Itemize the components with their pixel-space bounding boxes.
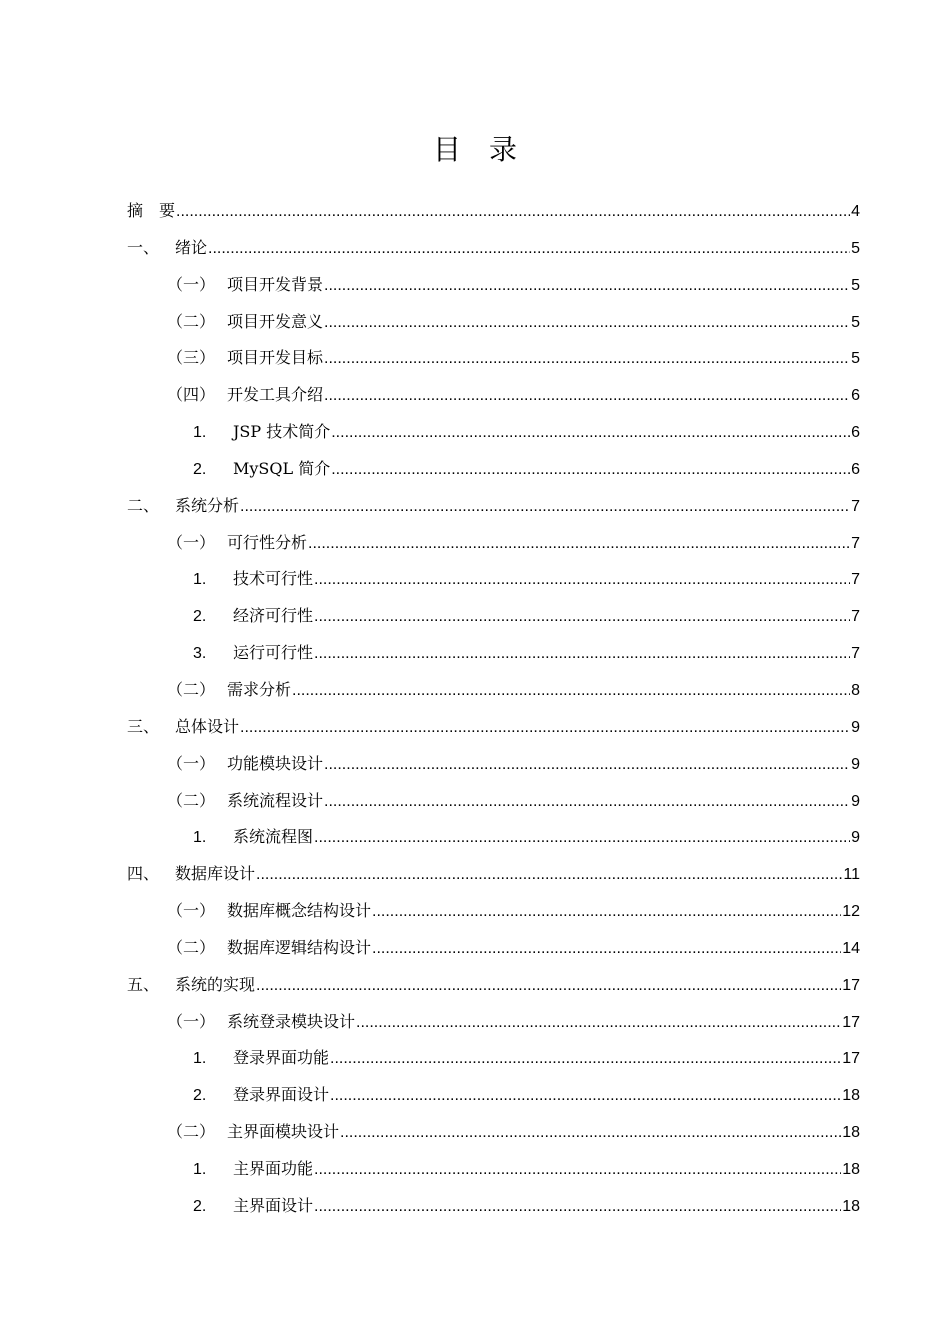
toc-entry-page-number: 5 (851, 239, 860, 257)
toc-entry-number: 1. (193, 1050, 207, 1068)
toc-dot-leader (331, 452, 850, 489)
toc-entry-page-number: 18 (842, 1087, 860, 1105)
toc-dot-leader (340, 1115, 841, 1152)
toc-entry[interactable] (127, 967, 860, 1004)
toc-entry-number: （二） (167, 937, 216, 957)
toc-entry-page-number: 4 (851, 203, 860, 220)
toc-entry-number: （一） (167, 753, 216, 773)
toc-dot-leader (256, 857, 842, 894)
toc-entry-page-number: 7 (851, 645, 860, 663)
toc-dot-leader (314, 820, 850, 857)
toc-entry-title: 数据库逻辑结构设计 (227, 937, 372, 957)
toc-entry[interactable] (127, 451, 860, 488)
toc-entry-title: 系统流程设计 (227, 790, 324, 810)
toc-entry-page-number: 5 (851, 276, 860, 294)
toc-entry-page-number: 17 (842, 976, 860, 994)
toc-entry-number: （一） (167, 274, 216, 294)
toc-entry[interactable] (127, 1004, 860, 1041)
toc-entry-page-number: 18 (842, 1124, 860, 1142)
toc-dot-leader (314, 636, 850, 673)
toc-entry[interactable] (127, 635, 860, 672)
toc-entry[interactable] (127, 746, 860, 783)
toc-entry-number: （一） (167, 901, 216, 921)
toc-entry-number: （三） (167, 348, 216, 368)
toc-entry-page-number: 17 (842, 1050, 860, 1068)
toc-dot-leader (314, 562, 850, 599)
toc-dot-leader (330, 1078, 841, 1115)
toc-entry-title: 项目开发背景 (227, 274, 324, 294)
toc-entry-page-number: 9 (851, 829, 860, 847)
toc-entry[interactable] (127, 525, 860, 562)
toc-entry[interactable] (127, 1040, 860, 1077)
toc-entry-title: 系统分析 (175, 495, 240, 515)
toc-entry[interactable] (127, 193, 860, 230)
toc-entry[interactable] (127, 267, 860, 304)
toc-entry-title: 需求分析 (227, 679, 292, 699)
toc-dot-leader (324, 268, 850, 305)
toc-entry[interactable] (127, 340, 860, 377)
toc-dot-leader (324, 784, 850, 821)
toc-entry-page-number: 12 (842, 903, 860, 921)
toc-entry-page-number: 7 (851, 608, 860, 626)
toc-entry[interactable] (127, 930, 860, 967)
toc-entry-title: 总体设计 (175, 716, 240, 736)
toc-entry-number: 四、 (127, 864, 160, 884)
toc-entry-number: （一） (167, 532, 216, 552)
toc-entry-title: MySQL 简介 (233, 458, 331, 478)
toc-dot-leader (314, 1152, 841, 1189)
toc-dot-leader (256, 968, 841, 1005)
toc-entry-page-number: 6 (851, 387, 860, 405)
toc-entry-page-number: 7 (851, 571, 860, 589)
toc-dot-leader (330, 1041, 841, 1078)
toc-entry-page-number: 5 (851, 350, 860, 368)
toc-entry-page-number: 18 (842, 1197, 860, 1215)
toc-entry[interactable] (127, 377, 860, 414)
toc-dot-leader (308, 526, 850, 563)
toc-entry-title: 经济可行性 (233, 606, 314, 626)
toc-entry[interactable] (127, 893, 860, 930)
toc-entry-number: （二） (167, 311, 216, 331)
toc-entry-title: 开发工具介绍 (227, 385, 324, 405)
toc-entry-number: （二） (167, 790, 216, 810)
toc-entry-number: （一） (167, 1011, 216, 1031)
toc-entry-page-number: 17 (842, 1013, 860, 1031)
toc-entry[interactable] (127, 856, 860, 893)
toc-entry[interactable] (127, 783, 860, 820)
toc-entry[interactable] (127, 414, 860, 451)
toc-entry-number: 二、 (127, 495, 160, 515)
toc-entry[interactable] (127, 672, 860, 709)
toc-entry-number: 五、 (127, 974, 160, 994)
toc-entry[interactable] (127, 709, 860, 746)
toc-dot-leader (240, 710, 850, 747)
toc-entry-title: 项目开发意义 (227, 311, 324, 331)
toc-entry[interactable] (127, 1077, 860, 1114)
toc-dot-leader (372, 931, 841, 968)
toc-entry[interactable] (127, 819, 860, 856)
toc-entry-number: （四） (167, 385, 216, 405)
toc-entry-number: 2. (193, 608, 207, 626)
toc-entry-title: JSP 技术简介 (233, 422, 331, 442)
toc-dot-leader (314, 599, 850, 636)
toc-dot-leader (356, 1005, 841, 1042)
toc-entry-title: 绪论 (175, 237, 208, 257)
toc-entry-page-number: 5 (851, 313, 860, 331)
toc-entry-number: 1. (193, 829, 207, 847)
toc-entry-title: 系统登录模块设计 (227, 1011, 356, 1031)
toc-entry-title: 系统流程图 (233, 827, 314, 847)
toc-entry-page-number: 7 (851, 534, 860, 552)
toc-entry[interactable] (127, 488, 860, 525)
toc-entry-page-number: 9 (851, 718, 860, 736)
toc-entry[interactable] (127, 1151, 860, 1188)
toc-entry-title: 数据库设计 (175, 864, 256, 884)
toc-entry-title: 运行可行性 (233, 643, 314, 663)
toc-entry[interactable] (127, 598, 860, 635)
toc-entry-page-number: 14 (842, 939, 860, 957)
toc-dot-leader (176, 194, 850, 231)
page-title: 目 录 (432, 133, 517, 166)
toc-entry-page-number: 9 (851, 792, 860, 810)
toc-dot-leader (324, 305, 850, 342)
toc-entry-number: （二） (167, 679, 216, 699)
toc-entry-page-number: 8 (851, 681, 860, 699)
toc-dot-leader (331, 415, 850, 452)
toc-entry[interactable] (127, 1114, 860, 1151)
toc-entry-page-number: 18 (842, 1160, 860, 1178)
toc-entry-title: 登录界面功能 (233, 1048, 330, 1068)
toc-dot-leader (324, 378, 850, 415)
toc-entry-title: 系统的实现 (175, 974, 256, 994)
toc-entry-number: 2. (193, 460, 207, 478)
toc-dot-leader (372, 894, 841, 931)
toc-entry-number: 三、 (127, 716, 160, 736)
toc-entry-title: 登录界面设计 (233, 1085, 330, 1105)
toc-entry-title: 项目开发目标 (227, 348, 324, 368)
toc-entry-title: 摘 要 (127, 201, 176, 220)
toc-entry-title: 可行性分析 (227, 532, 308, 552)
toc-dot-leader (324, 747, 850, 784)
toc-entry-title: 主界面设计 (233, 1195, 314, 1215)
toc-entry-title: 主界面模块设计 (227, 1122, 340, 1142)
toc-entry-page-number: 9 (851, 755, 860, 773)
toc-entry-page-number: 7 (851, 497, 860, 515)
toc-entry[interactable] (127, 1188, 860, 1225)
toc-entry-number: 2. (193, 1197, 207, 1215)
toc-entry[interactable] (127, 304, 860, 341)
toc-dot-leader (324, 341, 850, 378)
toc-dot-leader (314, 1189, 841, 1226)
toc-entry-title: 功能模块设计 (227, 753, 324, 773)
toc-entry-title: 主界面功能 (233, 1158, 314, 1178)
toc-entry-number: 一、 (127, 237, 160, 257)
toc-entry-page-number: 6 (851, 460, 860, 478)
toc-entry-number: 1. (193, 424, 207, 442)
toc-dot-leader (240, 489, 850, 526)
toc-entry-page-number: 11 (843, 866, 860, 884)
toc-entry-number: （二） (167, 1122, 216, 1142)
toc-entry[interactable] (127, 561, 860, 598)
toc-dot-leader (208, 231, 850, 268)
toc-dot-leader (292, 673, 850, 710)
toc-entry-title: 技术可行性 (233, 569, 314, 589)
toc-entry-number: 1. (193, 571, 207, 589)
toc-entry-number: 2. (193, 1087, 207, 1105)
toc-entry-title: 数据库概念结构设计 (227, 901, 372, 921)
toc-entry-page-number: 6 (851, 424, 860, 442)
toc-entry-number: 1. (193, 1160, 207, 1178)
table-of-contents (127, 193, 860, 1225)
toc-entry-number: 3. (193, 645, 207, 663)
toc-entry[interactable] (127, 230, 860, 267)
